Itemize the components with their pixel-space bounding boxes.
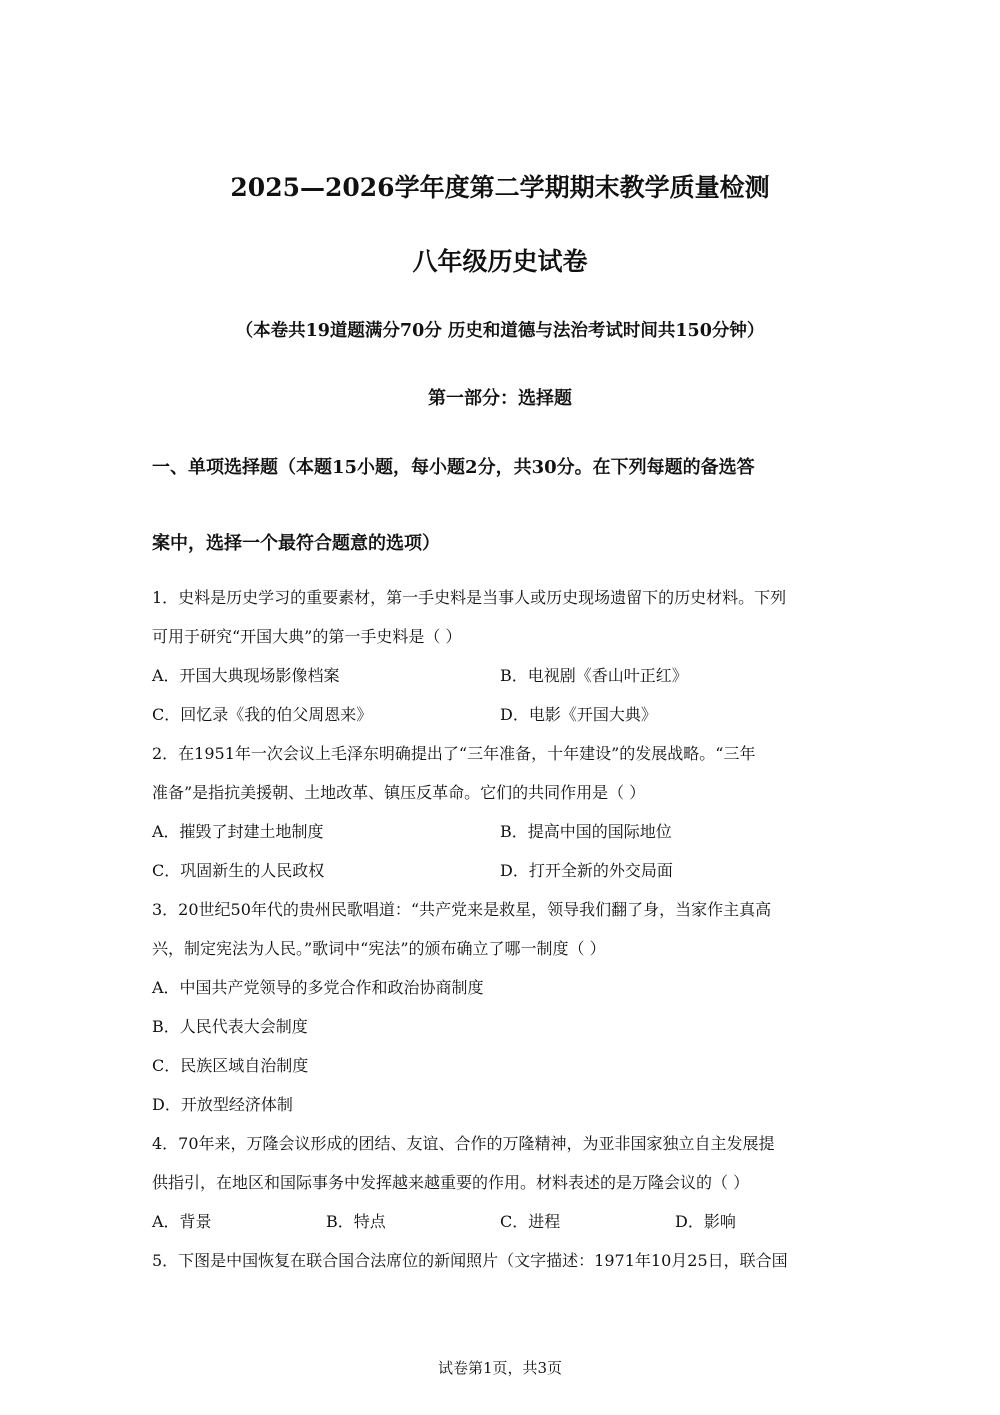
question-4-option-a: A．背景 bbox=[152, 1212, 212, 1231]
question-3-stem-line-2: 兴，制定宪法为人民。”歌词中“宪法”的颁布确立了哪一制度（ ） bbox=[152, 939, 606, 958]
exam-title: 2025—2026学年度第二学期期末教学质量检测 bbox=[230, 173, 770, 202]
question-1-option-b: B．电视剧《香山叶正红》 bbox=[500, 666, 688, 685]
page-footer: 试卷第1页，共3页 bbox=[437, 1359, 563, 1377]
question-3-option-c: C．民族区域自治制度 bbox=[152, 1056, 309, 1075]
question-2-option-d: D．打开全新的外交局面 bbox=[500, 861, 673, 880]
question-4-stem-line-1: 4．70年来，万隆会议形成的团结、友谊、合作的万隆精神，为亚非国家独立自主发展提 bbox=[152, 1134, 775, 1153]
question-3-option-d: D．开放型经济体制 bbox=[152, 1095, 293, 1114]
question-4-option-b: B．特点 bbox=[326, 1212, 386, 1231]
question-5-stem-line-1: 5．下图是中国恢复在联合国合法席位的新闻照片（文字描述：1971年10月25日，联合国 bbox=[152, 1251, 788, 1270]
question-3-option-b: B．人民代表大会制度 bbox=[152, 1017, 308, 1036]
question-1-stem-line-2: 可用于研究“开国大典”的第一手史料是（ ） bbox=[152, 627, 462, 646]
section-heading-line-1: 一、单项选择题（本题15小题，每小题2分，共30分。在下列每题的备选答 bbox=[152, 457, 755, 478]
exam-info: （本卷共19道题满分70分 历史和道德与法治考试时间共150分钟） bbox=[235, 321, 765, 341]
question-4-option-d: D．影响 bbox=[675, 1212, 736, 1231]
question-2-stem-line-2: 准备”是指抗美援朝、土地改革、镇压反革命。它们的共同作用是（ ） bbox=[152, 783, 646, 802]
question-2-stem-line-1: 2．在1951年一次会议上毛泽东明确提出了“三年准备，十年建设”的发展战略。“三年 bbox=[152, 744, 756, 763]
question-3-option-a: A．中国共产党领导的多党合作和政治协商制度 bbox=[152, 978, 484, 997]
question-4-stem-line-2: 供指引，在地区和国际事务中发挥越来越重要的作用。材料表述的是万隆会议的（ ） bbox=[152, 1173, 750, 1192]
exam-subtitle: 八年级历史试卷 bbox=[412, 247, 588, 276]
question-1-option-a: A．开国大典现场影像档案 bbox=[152, 666, 340, 685]
part-heading: 第一部分：选择题 bbox=[428, 388, 572, 409]
question-4-option-c: C．进程 bbox=[500, 1212, 561, 1231]
question-1-stem-line-1: 1．史料是历史学习的重要素材，第一手史料是当事人或历史现场遗留下的历史材料。下列 bbox=[152, 588, 787, 607]
question-3-stem-line-1: 3．20世纪50年代的贵州民歌唱道：“共产党来是救星，领导我们翻了身，当家作主真高 bbox=[152, 900, 772, 919]
question-1-option-c: C．回忆录《我的伯父周恩来》 bbox=[152, 705, 373, 724]
question-2-option-a: A．摧毁了封建土地制度 bbox=[152, 822, 324, 841]
section-heading-line-2: 案中，选择一个最符合题意的选项） bbox=[152, 533, 440, 554]
question-2-option-c: C．巩固新生的人民政权 bbox=[152, 861, 325, 880]
question-1-option-d: D．电影《开国大典》 bbox=[500, 705, 657, 724]
question-2-option-b: B．提高中国的国际地位 bbox=[500, 822, 672, 841]
